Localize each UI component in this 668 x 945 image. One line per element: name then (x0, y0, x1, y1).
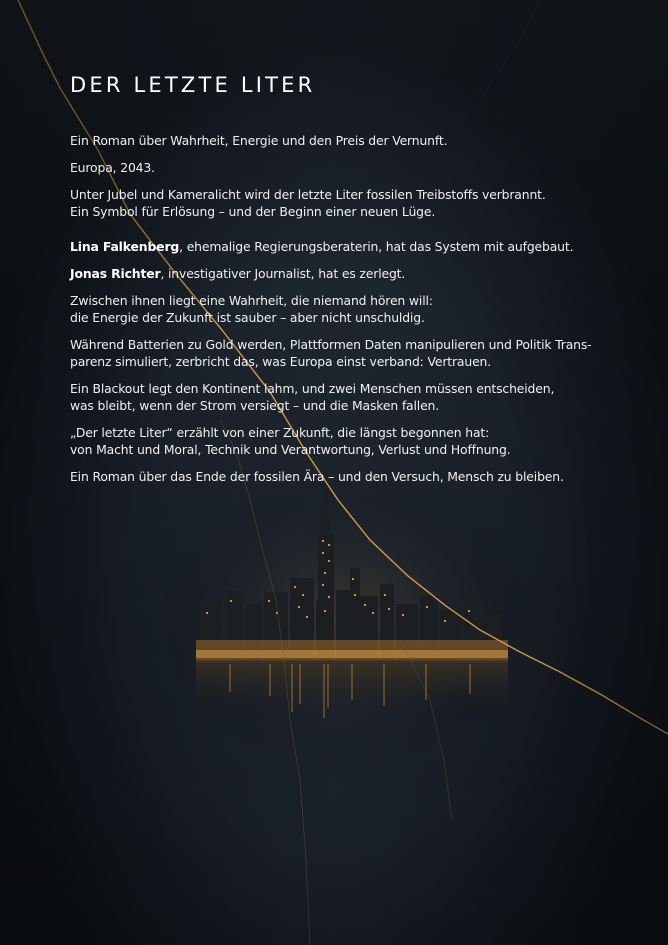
character-desc-lina: , ehemalige Regierungsberaterin, hat das System mit aufgebaut. (179, 239, 574, 254)
character-name-lina: Lina Falkenberg (70, 239, 180, 254)
cover-text (70, 72, 630, 495)
intro-line-1: Unter Jubel und Kameralicht wird der letzte Liter fossilen Treibstoffs verbrannt. (70, 187, 546, 202)
book-title: DER LETZTE LITER (70, 73, 316, 97)
summary-line-2: von Macht und Moral, Technik und Verantwortung, Verlust und Hoffnung. (70, 442, 511, 457)
blackout-paragraph (70, 380, 630, 414)
trust-paragraph (70, 336, 630, 370)
truth-paragraph (70, 292, 630, 326)
character-lina (70, 238, 630, 255)
blackout-line-1: Ein Blackout legt den Kontinent lahm, und zwei Menschen müssen entscheiden, (70, 381, 555, 396)
intro-line-2: Ein Symbol für Erlösung – und der Beginn einer neuen Lüge. (70, 204, 436, 219)
character-jonas (70, 265, 630, 282)
intro-paragraph (70, 186, 630, 220)
trust-line-1: Während Batterien zu Gold werden, Plattformen Daten manipulieren und Politik Trans- (70, 337, 592, 352)
summary-paragraph (70, 424, 630, 458)
truth-line-1: Zwischen ihnen liegt eine Wahrheit, die niemand hören will: (70, 293, 433, 308)
truth-line-2: die Energie der Zukunft ist sauber – aber nicht unschuldig. (70, 310, 425, 325)
closing-line: Ein Roman über das Ende der fossilen Ära – und den Versuch, Mensch zu bleiben. (70, 469, 564, 484)
tagline: Ein Roman über Wahrheit, Energie und den Preis der Vernunft. (70, 133, 448, 148)
character-desc-jonas: , investigativer Journalist, hat es zerlegt. (160, 266, 406, 281)
blackout-line-2: was bleibt, wenn der Strom versiegt – und die Masken fallen. (70, 398, 440, 413)
character-name-jonas: Jonas Richter (70, 266, 161, 281)
trust-line-2: parenz simuliert, zerbricht das, was Europa einst verband: Vertrauen. (70, 354, 492, 369)
summary-line-1: „Der letzte Liter“ erzählt von einer Zukunft, die längst begonnen hat: (70, 425, 490, 440)
setting: Europa, 2043. (70, 160, 155, 175)
